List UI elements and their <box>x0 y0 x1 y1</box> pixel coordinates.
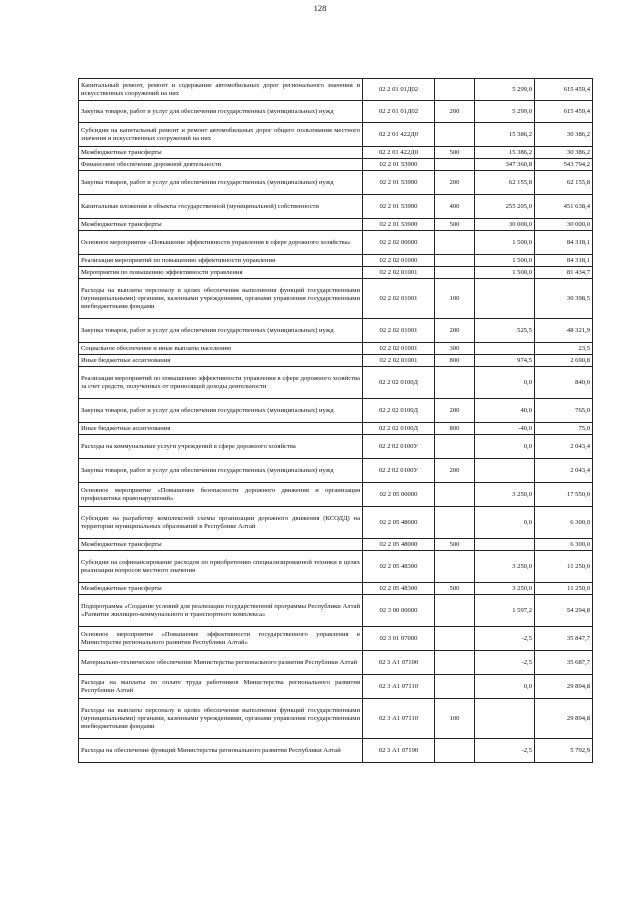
total-amount-cell: 48 321,9 <box>535 319 593 343</box>
table-row <box>79 399 593 423</box>
expense-type-cell <box>435 551 475 583</box>
target-article-code-cell: 02 2 05 48000 <box>363 539 435 551</box>
total-amount-cell: 840,0 <box>535 367 593 399</box>
target-article-code-cell: 02 2 02 0100У <box>363 459 435 483</box>
target-article-code-cell: 02 2 01 422Д0 <box>363 147 435 159</box>
target-article-code-cell: 02 2 02 01001 <box>363 279 435 319</box>
total-amount-cell: 2 043,4 <box>535 459 593 483</box>
change-amount-cell: -2,5 <box>475 627 535 651</box>
expense-type-cell: 200 <box>435 459 475 483</box>
total-amount-cell: 615 459,4 <box>535 79 593 101</box>
expense-type-cell: 400 <box>435 195 475 219</box>
expense-name-cell: Межбюджетные трансферты <box>79 539 363 551</box>
total-amount-cell: 81 434,7 <box>535 267 593 279</box>
target-article-code-cell: 02 2 01 01Д02 <box>363 79 435 101</box>
expense-name-cell: Межбюджетные трансферты <box>79 583 363 595</box>
expense-name-cell: Мероприятия по повышению эффективности управления <box>79 267 363 279</box>
change-amount-cell: 3 250,0 <box>475 483 535 507</box>
change-amount-cell: 525,5 <box>475 319 535 343</box>
table-row <box>79 539 593 551</box>
target-article-code-cell: 02 2 02 0100Д <box>363 367 435 399</box>
change-amount-cell: 347 360,8 <box>475 159 535 171</box>
table-row <box>79 79 593 101</box>
change-amount-cell <box>475 699 535 739</box>
expense-name-cell: Социальное обеспечение и иные выплаты населению <box>79 343 363 355</box>
target-article-code-cell: 02 2 02 01001 <box>363 343 435 355</box>
change-amount-cell: 15 386,2 <box>475 147 535 159</box>
change-amount-cell <box>475 343 535 355</box>
table-row <box>79 367 593 399</box>
expense-type-cell: 500 <box>435 147 475 159</box>
total-amount-cell: 2 043,4 <box>535 435 593 459</box>
total-amount-cell: 35 687,7 <box>535 651 593 675</box>
table-row <box>79 267 593 279</box>
expense-type-cell: 800 <box>435 355 475 367</box>
total-amount-cell: 2 690,8 <box>535 355 593 367</box>
expense-type-cell <box>435 255 475 267</box>
expense-type-cell: 200 <box>435 101 475 123</box>
change-amount-cell: 0,0 <box>475 435 535 459</box>
expense-type-cell: 500 <box>435 219 475 231</box>
target-article-code-cell: 02 3 00 00000 <box>363 595 435 627</box>
total-amount-cell: 30 000,0 <box>535 219 593 231</box>
expense-type-cell <box>435 123 475 147</box>
expense-type-cell <box>435 651 475 675</box>
change-amount-cell: 0,0 <box>475 675 535 699</box>
total-amount-cell: 23,5 <box>535 343 593 355</box>
total-amount-cell: 84 318,1 <box>535 255 593 267</box>
expense-type-cell: 200 <box>435 399 475 423</box>
target-article-code-cell: 02 2 02 0100Д <box>363 399 435 423</box>
expense-name-cell: Субсидии на капитальный ремонт и ремонт автомобильных дорог общего пользования местного значения и искусственных сооружений на них <box>79 123 363 147</box>
expense-type-cell: 800 <box>435 423 475 435</box>
table-row <box>79 423 593 435</box>
expense-type-cell: 100 <box>435 279 475 319</box>
table-row <box>79 219 593 231</box>
table-row <box>79 595 593 627</box>
expense-name-cell: Основное мероприятие «Повышение безопасности дорожного движения и организация профилактика правонарушений» <box>79 483 363 507</box>
total-amount-cell: 30 386,2 <box>535 123 593 147</box>
target-article-code-cell: 02 2 02 0100Д <box>363 423 435 435</box>
change-amount-cell: -2,5 <box>475 651 535 675</box>
total-amount-cell: 615 459,4 <box>535 101 593 123</box>
change-amount-cell: 5 299,0 <box>475 101 535 123</box>
expense-name-cell: Основное мероприятие «Повышение эффективности государственного управления в Министерстве регионального развития Республики Алтай» <box>79 627 363 651</box>
expense-name-cell: Реализация мероприятий по повышению эффективности управления <box>79 255 363 267</box>
total-amount-cell: 75,0 <box>535 423 593 435</box>
target-article-code-cell: 02 3 А1 07100 <box>363 651 435 675</box>
table-row <box>79 627 593 651</box>
expense-type-cell <box>435 159 475 171</box>
expense-type-cell: 100 <box>435 699 475 739</box>
total-amount-cell: 765,0 <box>535 399 593 423</box>
change-amount-cell: 255 205,0 <box>475 195 535 219</box>
expense-name-cell: Закупка товаров, работ и услуг для обеспечения государственных (муниципальных) нужд <box>79 319 363 343</box>
table-row <box>79 195 593 219</box>
target-article-code-cell: 02 2 01 01Д02 <box>363 101 435 123</box>
change-amount-cell: 62 155,8 <box>475 171 535 195</box>
expense-name-cell: Закупка товаров, работ и услуг для обеспечения государственных (муниципальных) нужд <box>79 399 363 423</box>
expense-type-cell: 200 <box>435 319 475 343</box>
expense-type-cell <box>435 267 475 279</box>
table-row <box>79 255 593 267</box>
total-amount-cell: 5 792,9 <box>535 739 593 763</box>
change-amount-cell <box>475 459 535 483</box>
expense-name-cell: Материально-техническое обеспечение Министерства регионального развития Республики Алтай <box>79 651 363 675</box>
change-amount-cell: 1 500,0 <box>475 255 535 267</box>
change-amount-cell: 1 500,0 <box>475 231 535 255</box>
expense-name-cell: Подпрограмма «Создание условий для реализации государственной программы Республики Алтай «Развитие жилищно-коммунального и транспортного комплекса» <box>79 595 363 627</box>
change-amount-cell: 1 500,0 <box>475 267 535 279</box>
expense-type-cell <box>435 79 475 101</box>
total-amount-cell: 543 794,2 <box>535 159 593 171</box>
target-article-code-cell: 02 2 02 01001 <box>363 267 435 279</box>
total-amount-cell: 30 398,5 <box>535 279 593 319</box>
target-article-code-cell: 02 2 01 53900 <box>363 159 435 171</box>
total-amount-cell: 35 847,7 <box>535 627 593 651</box>
table-row <box>79 343 593 355</box>
target-article-code-cell: 02 2 01 53900 <box>363 219 435 231</box>
change-amount-cell: 0,0 <box>475 367 535 399</box>
target-article-code-cell: 02 3 А1 07110 <box>363 675 435 699</box>
change-amount-cell: 40,0 <box>475 399 535 423</box>
total-amount-cell: 30 386,2 <box>535 147 593 159</box>
expense-type-cell <box>435 231 475 255</box>
expense-name-cell: Закупка товаров, работ и услуг для обеспечения государственных (муниципальных) нужд <box>79 171 363 195</box>
total-amount-cell: 29 894,8 <box>535 675 593 699</box>
target-article-code-cell: 02 2 05 48300 <box>363 551 435 583</box>
target-article-code-cell: 02 2 01 53900 <box>363 195 435 219</box>
table-row <box>79 551 593 583</box>
table-row <box>79 319 593 343</box>
total-amount-cell: 11 250,0 <box>535 583 593 595</box>
change-amount-cell: 1 597,2 <box>475 595 535 627</box>
expense-type-cell <box>435 627 475 651</box>
expense-name-cell: Основное мероприятие «Повышение эффективности управления в сфере дорожного хозяйства» <box>79 231 363 255</box>
expense-name-cell: Субсидии на софинансирование расходов по приобретению специализированной техники в целях реализации вопросов местного значения <box>79 551 363 583</box>
expense-name-cell: Расходы на коммунальные услуги учреждений в сфере дорожного хозяйства <box>79 435 363 459</box>
target-article-code-cell: 02 3 А1 07110 <box>363 699 435 739</box>
table-row <box>79 355 593 367</box>
change-amount-cell: 3 250,0 <box>475 551 535 583</box>
change-amount-cell: -2,5 <box>475 739 535 763</box>
expense-type-cell: 500 <box>435 583 475 595</box>
total-amount-cell: 6 300,0 <box>535 507 593 539</box>
target-article-code-cell: 02 2 02 01001 <box>363 355 435 367</box>
expense-type-cell: 500 <box>435 539 475 551</box>
table-row <box>79 651 593 675</box>
total-amount-cell: 17 550,0 <box>535 483 593 507</box>
change-amount-cell: -40,0 <box>475 423 535 435</box>
change-amount-cell <box>475 279 535 319</box>
expense-name-cell: Иные бюджетные ассигнования <box>79 423 363 435</box>
expense-type-cell <box>435 675 475 699</box>
expense-name-cell: Финансовое обеспечение дорожной деятельности <box>79 159 363 171</box>
expense-type-cell <box>435 367 475 399</box>
table-row <box>79 101 593 123</box>
target-article-code-cell: 02 2 02 00000 <box>363 231 435 255</box>
expense-name-cell: Закупка товаров, работ и услуг для обеспечения государственных (муниципальных) нужд <box>79 101 363 123</box>
table-row <box>79 147 593 159</box>
table-row <box>79 435 593 459</box>
expense-name-cell: Межбюджетные трансферты <box>79 147 363 159</box>
total-amount-cell: 29 894,8 <box>535 699 593 739</box>
target-article-code-cell: 02 2 02 0100У <box>363 435 435 459</box>
expense-name-cell: Закупка товаров, работ и услуг для обеспечения государственных (муниципальных) нужд <box>79 459 363 483</box>
table-row <box>79 675 593 699</box>
expense-name-cell: Межбюджетные трансферты <box>79 219 363 231</box>
expense-name-cell: Реализация мероприятий по повышению эффективности управления в сфере дорожного хозяйства за счет средств, полученных от приносящей доходы деятельности <box>79 367 363 399</box>
target-article-code-cell: 02 2 02 01001 <box>363 319 435 343</box>
change-amount-cell: 15 386,2 <box>475 123 535 147</box>
target-article-code-cell: 02 2 02 01000 <box>363 255 435 267</box>
expense-name-cell: Расходы на выплаты по оплате труда работников Министерства регионального развития Республики Алтай <box>79 675 363 699</box>
expense-type-cell <box>435 507 475 539</box>
target-article-code-cell: 02 2 01 53900 <box>363 171 435 195</box>
change-amount-cell <box>475 539 535 551</box>
expense-name-cell: Капитальные вложения в объекты государственной (муниципальной) собственности <box>79 195 363 219</box>
expense-name-cell: Расходы на выплаты персоналу в целях обеспечения выполнения функций государственными (муниципальными) органами, казенными учреждениями, органами управления государственными внебюджетными фондами <box>79 279 363 319</box>
total-amount-cell: 6 300,0 <box>535 539 593 551</box>
expense-type-cell <box>435 739 475 763</box>
table-row <box>79 583 593 595</box>
total-amount-cell: 11 250,0 <box>535 551 593 583</box>
expense-type-cell <box>435 435 475 459</box>
total-amount-cell: 84 318,1 <box>535 231 593 255</box>
expense-name-cell: Расходы на выплаты персоналу в целях обеспечения выполнения функций государственными (муниципальными) органами, казенными учреждениями, органами управления государственными внебюджетными фондами <box>79 699 363 739</box>
expense-name-cell: Иные бюджетные ассигнования <box>79 355 363 367</box>
page-number: 128 <box>313 3 327 13</box>
expense-type-cell <box>435 483 475 507</box>
expense-name-cell: Капитальный ремонт, ремонт и содержание автомобильных дорог регионального значения и искусственных сооружений на них <box>79 79 363 101</box>
table-row <box>79 699 593 739</box>
table-row <box>79 507 593 539</box>
change-amount-cell: 5 299,0 <box>475 79 535 101</box>
change-amount-cell: 3 250,0 <box>475 583 535 595</box>
table-row <box>79 459 593 483</box>
budget-table <box>78 78 593 763</box>
expense-type-cell: 200 <box>435 171 475 195</box>
total-amount-cell: 451 638,4 <box>535 195 593 219</box>
table-row <box>79 159 593 171</box>
expense-type-cell: 300 <box>435 343 475 355</box>
expense-name-cell: Субсидии на разработку комплексной схемы организации дорожного движения (КСОДД) на территории муниципальных образований в Республике Алтай <box>79 507 363 539</box>
table-row <box>79 123 593 147</box>
table-row <box>79 483 593 507</box>
target-article-code-cell: 02 2 05 48300 <box>363 583 435 595</box>
target-article-code-cell: 02 2 01 422Д0 <box>363 123 435 147</box>
expense-name-cell: Расходы на обеспечение функций Министерства регионального развития Республики Алтай <box>79 739 363 763</box>
target-article-code-cell: 02 3 01 07000 <box>363 627 435 651</box>
change-amount-cell: 0,0 <box>475 507 535 539</box>
table-row <box>79 279 593 319</box>
expense-type-cell <box>435 595 475 627</box>
total-amount-cell: 62 155,8 <box>535 171 593 195</box>
change-amount-cell: 974,5 <box>475 355 535 367</box>
table-row <box>79 171 593 195</box>
total-amount-cell: 54 294,8 <box>535 595 593 627</box>
target-article-code-cell: 02 2 05 00000 <box>363 483 435 507</box>
table-row <box>79 231 593 255</box>
table-row <box>79 739 593 763</box>
change-amount-cell: 30 000,0 <box>475 219 535 231</box>
target-article-code-cell: 02 2 05 48000 <box>363 507 435 539</box>
target-article-code-cell: 02 3 А1 07190 <box>363 739 435 763</box>
